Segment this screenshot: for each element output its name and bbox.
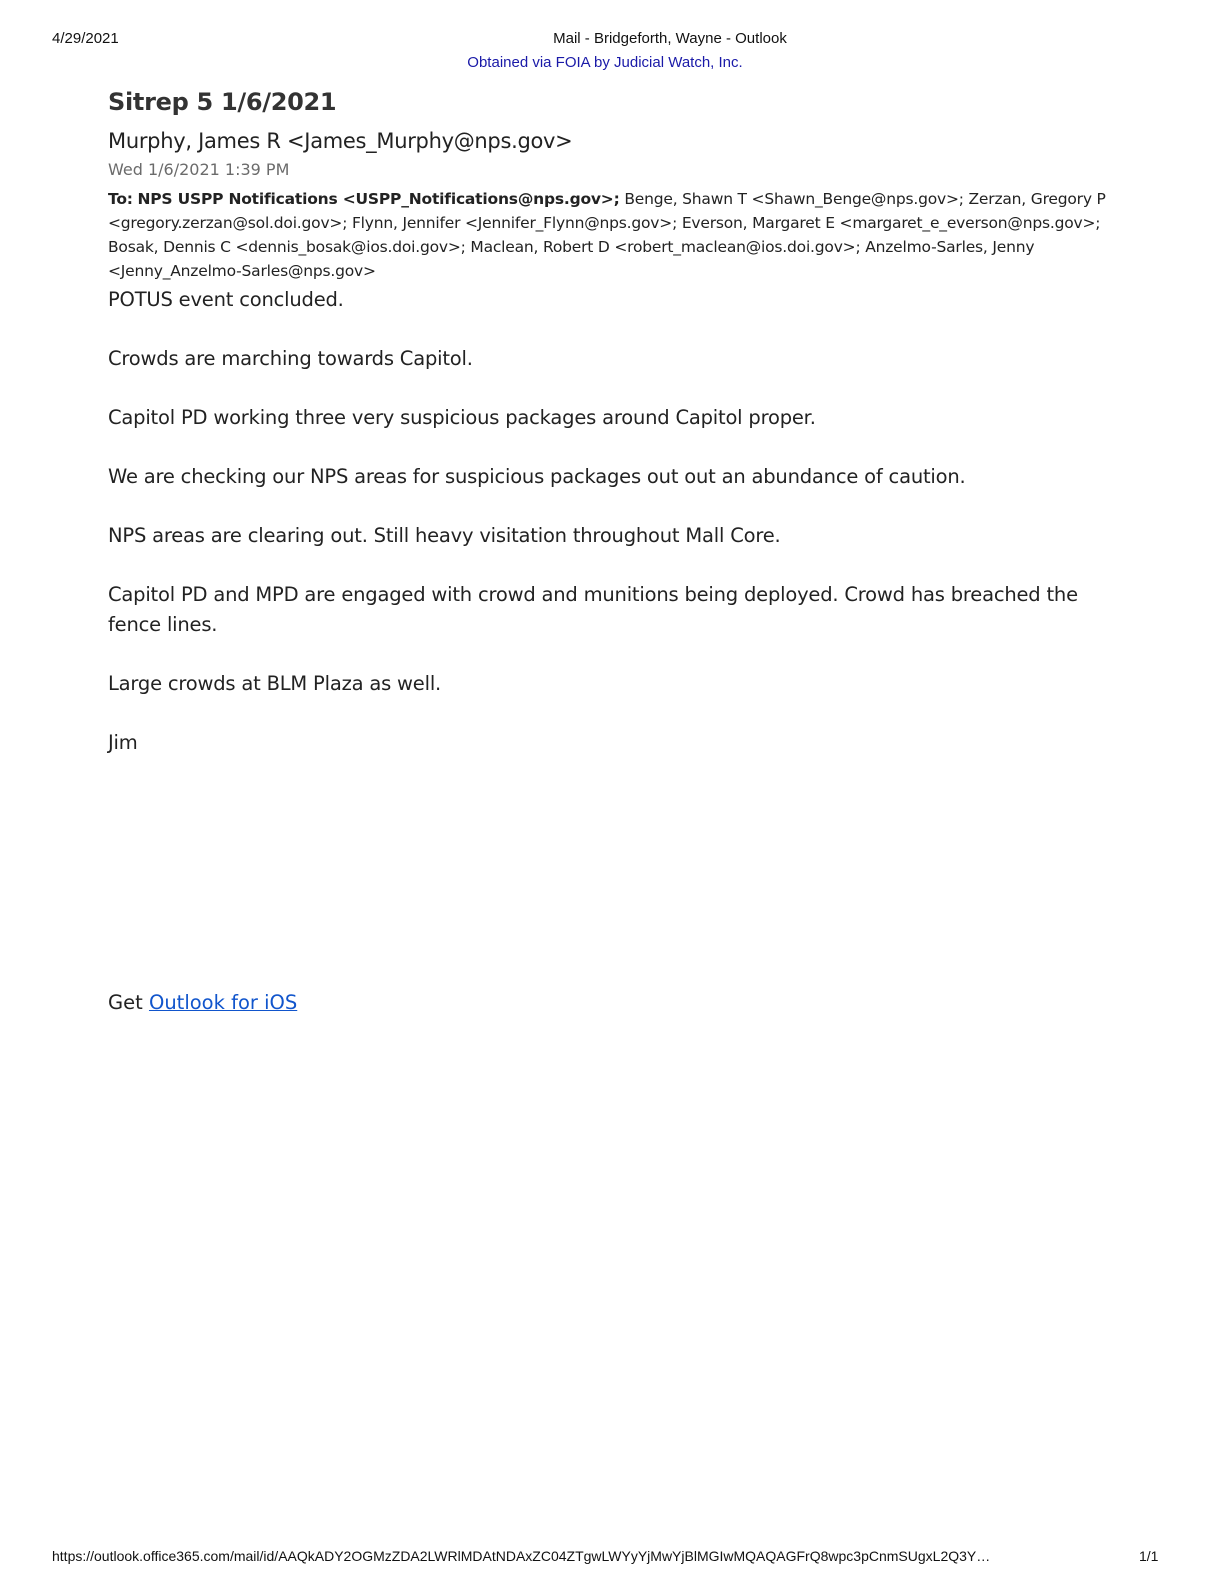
- email-subject: Sitrep 5 1/6/2021: [108, 88, 337, 116]
- to-label: To:: [108, 190, 133, 208]
- body-paragraph: We are checking our NPS areas for suspicious packages out out an abundance of caution.: [108, 465, 966, 488]
- body-paragraph: Large crowds at BLM Plaza as well.: [108, 672, 442, 695]
- body-paragraph: POTUS event concluded.: [108, 288, 344, 311]
- outlook-ios-link[interactable]: Outlook for iOS: [148, 991, 298, 1014]
- email-signoff: Jim: [108, 731, 138, 754]
- email-message: [108, 88, 1118, 787]
- recipient-list[interactable]: Benge, Shawn T <Shawn_Benge@nps.gov>; Zerzan, Gregory P <gregory.zerzan@sol.doi.gov>; Flynn, Jennifer <Jennifer_Flynn@nps.gov>; Everson, Margaret E <margaret_e_everson@nps.gov>; Bosak, Dennis C <dennis_bosak@ios.doi.gov>; Maclean, Robert D <robert_maclean@ios.doi.gov>; Anzelmo-Sarles, Jenny <Jenny_Anzelmo-Sarles@nps.gov>: [108, 190, 1106, 280]
- email-recipients: [108, 187, 1118, 283]
- foia-notice: Obtained via FOIA by Judicial Watch, Inc.: [467, 54, 743, 71]
- body-paragraph: Capitol PD and MPD are engaged with crowd and munitions being deployed. Crowd has breached the fence lines.: [108, 583, 1078, 636]
- print-page-title: Mail - Bridgeforth, Wayne - Outlook: [553, 30, 787, 47]
- print-page-number: 1/1: [1139, 1548, 1159, 1564]
- recipient-primary[interactable]: NPS USPP Notifications <USPP_Notifications@nps.gov>;: [137, 190, 620, 208]
- mobile-signature: [108, 991, 297, 1014]
- print-date: 4/29/2021: [52, 30, 119, 47]
- body-paragraph: NPS areas are clearing out. Still heavy visitation throughout Mall Core.: [108, 524, 781, 547]
- body-paragraph: Crowds are marching towards Capitol.: [108, 347, 473, 370]
- signature-prefix: Get: [108, 991, 143, 1014]
- email-sent-date: Wed 1/6/2021 1:39 PM: [108, 160, 290, 179]
- print-url: https://outlook.office365.com/mail/id/AAQkADY2OGMzZDA2LWRlMDAtNDAxZC04ZTgwLWYyYjMwYjBlMGIwMQAQAGFrQ8wpc3pCnmSUgxL2Q3Y…: [52, 1548, 991, 1564]
- email-body: [108, 285, 1118, 758]
- email-sender[interactable]: Murphy, James R <James_Murphy@nps.gov>: [108, 129, 573, 153]
- body-paragraph: Capitol PD working three very suspicious packages around Capitol proper.: [108, 406, 816, 429]
